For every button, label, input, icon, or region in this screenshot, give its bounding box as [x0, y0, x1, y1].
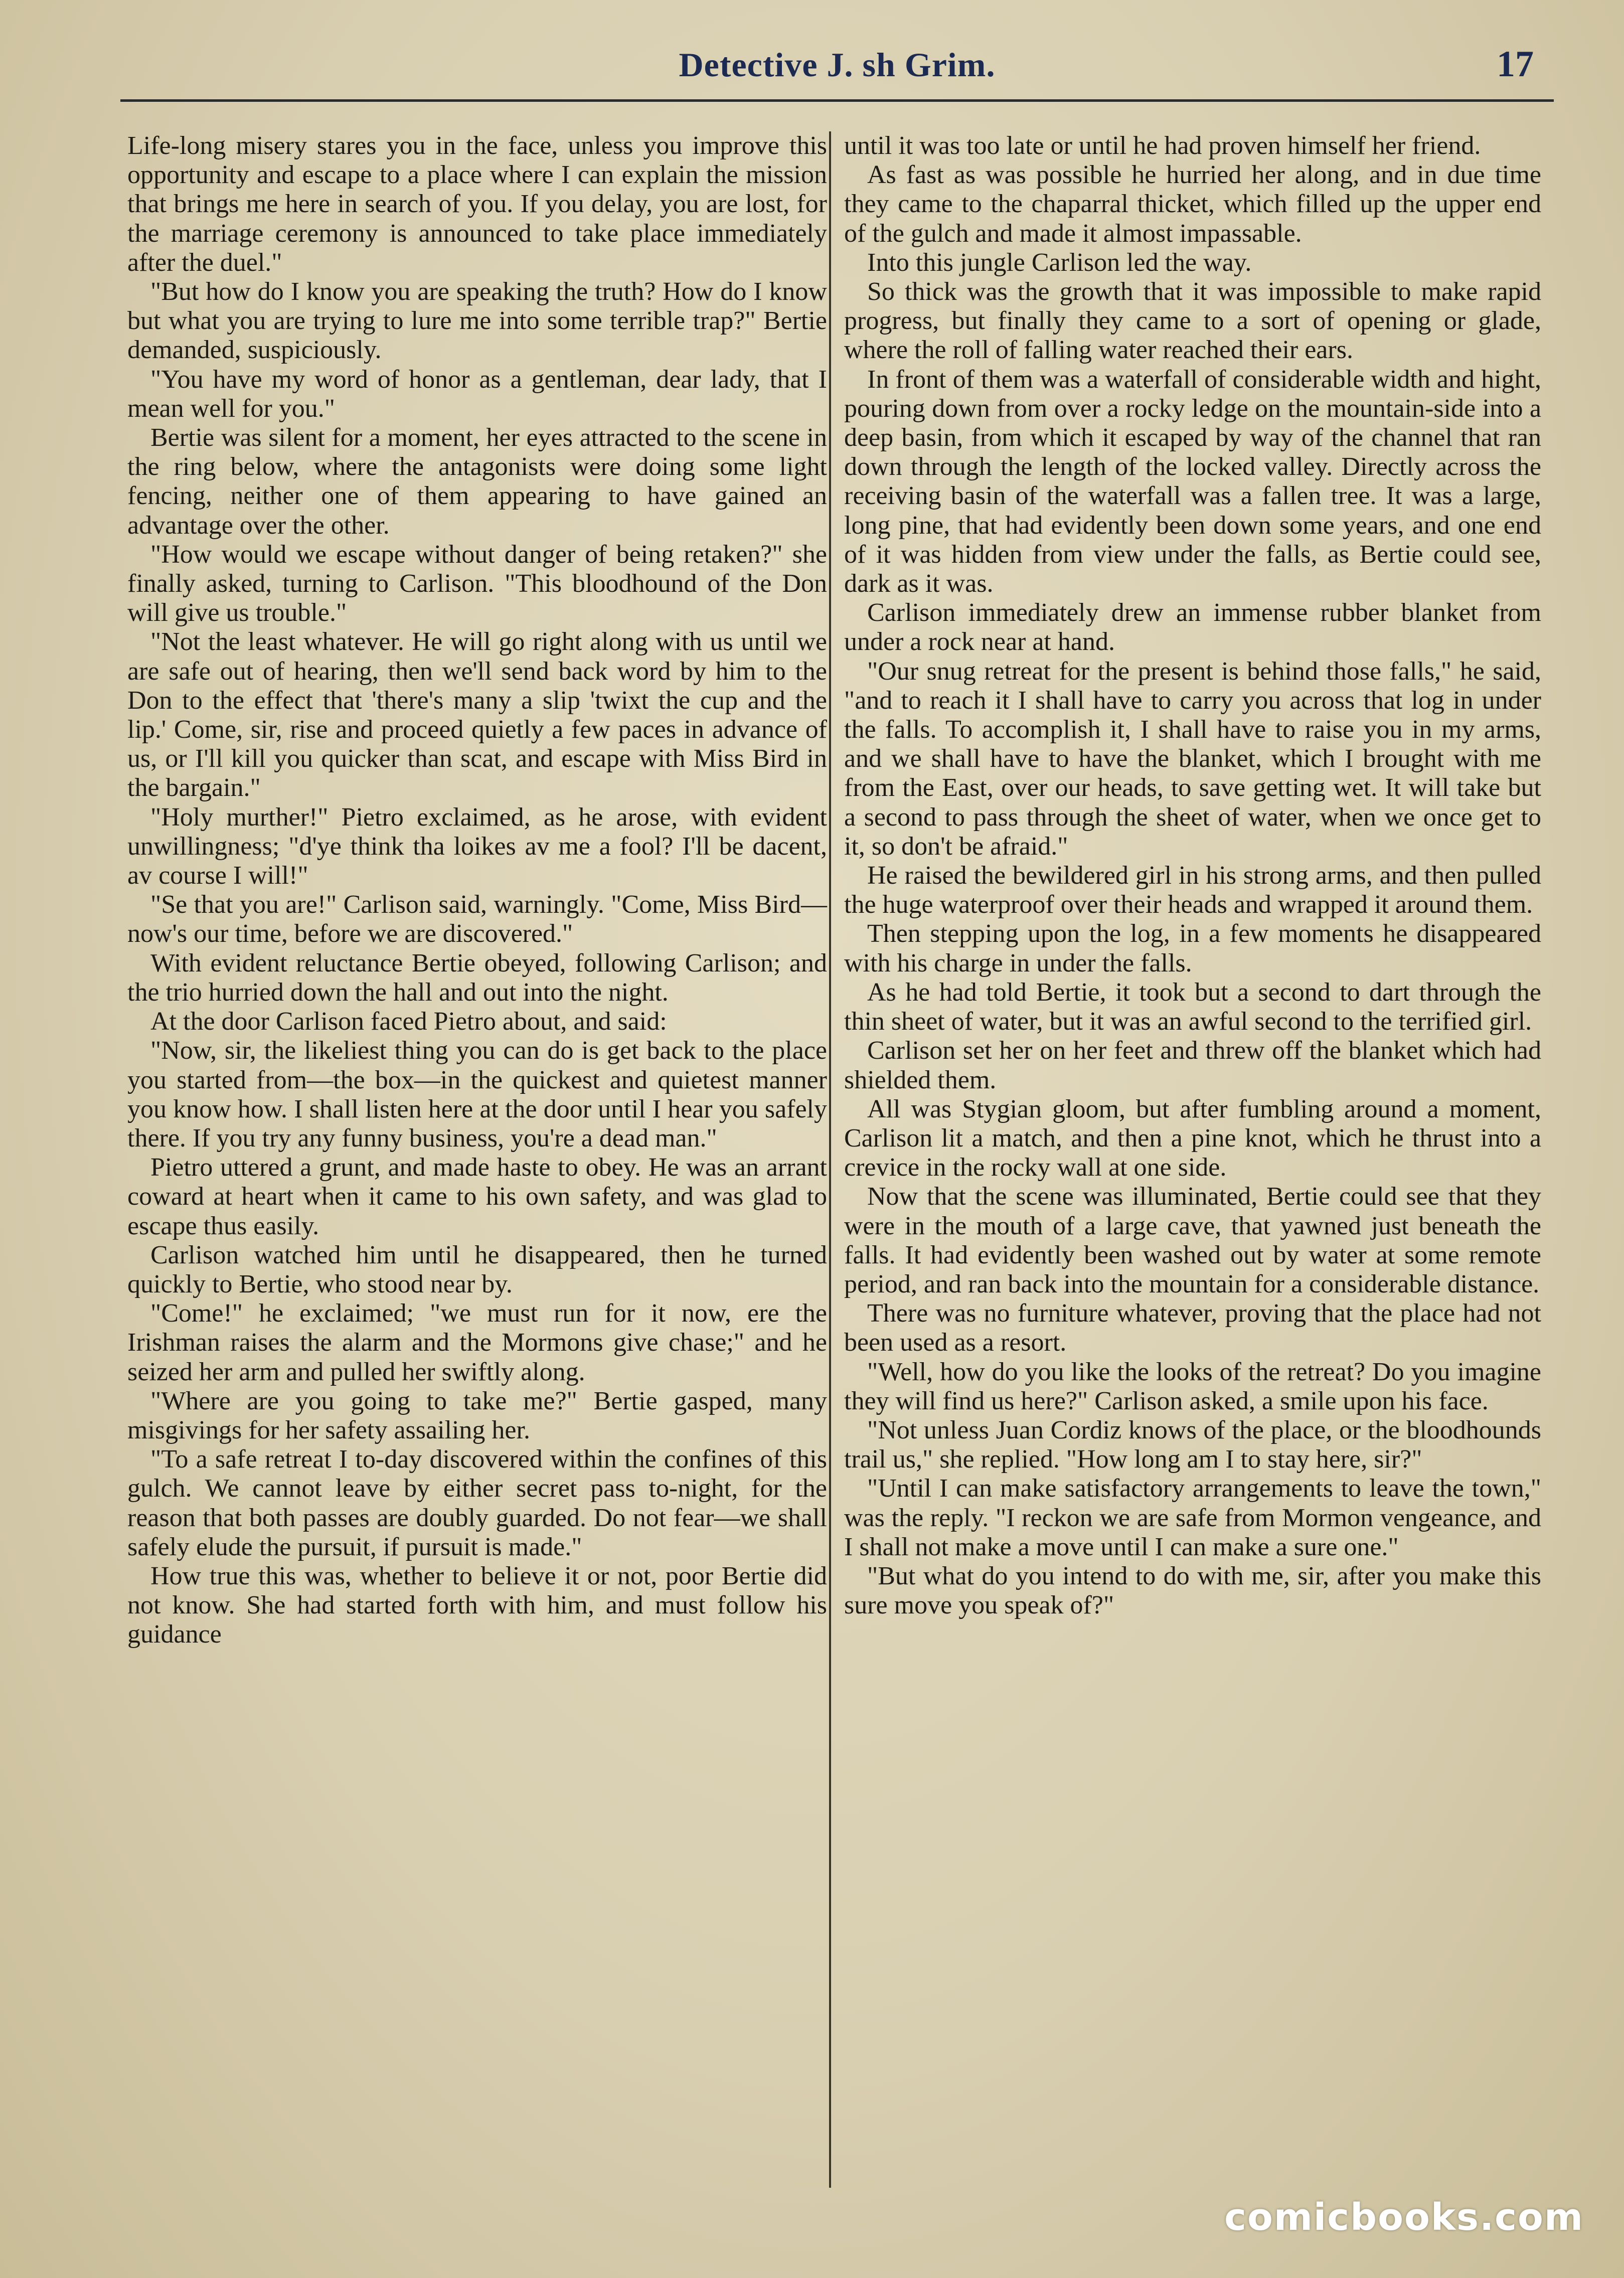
paragraph: Carlison immediately drew an immense rubber blanket from under a rock near at hand.	[844, 598, 1541, 657]
paragraph: "Come!" he exclaimed; "we must run for it now, ere the Irishman raises the alarm and the Mormons give chase;" and he seized her arm and pulled her swiftly along.	[127, 1299, 827, 1386]
paragraph: At the door Carlison faced Pietro about, and said:	[150, 1007, 667, 1036]
page-number: 17	[1497, 44, 1534, 85]
paragraph: There was no furniture whatever, proving that the place had not been used as a resort.	[844, 1299, 1541, 1357]
paragraph: In front of them was a waterfall of considerable width and hight, pouring down from over a rocky ledge on the mountain-side into a deep basin, from which it escaped by way of the channel that ran down through the length of the locked valley. Directly across the receiving basin of the waterfall was a fallen tree. It was a large, long pine, that had evidently been down some years, and one end of it was hidden from view under the falls, as Bertie could see, dark as it was.	[844, 365, 1541, 598]
paragraph: So thick was the growth that it was impossible to make rapid progress, but finally they came to a sort of opening or glade, where the roll of falling water reached their ears.	[844, 277, 1541, 365]
paragraph: Bertie was silent for a moment, her eyes attracted to the scene in the ring below, where the antagonists were doing some light fencing, neither one of them appearing to have gained an advantage over the other.	[127, 423, 827, 540]
paragraph: until it was too late or until he had proven himself her friend.	[844, 131, 1481, 160]
paragraph: "How would we escape without danger of being retaken?" she finally asked, turning to Carlison. "This bloodhound of the Don will give us trouble."	[127, 540, 827, 627]
paragraph: How true this was, whether to believe it or not, poor Bertie did not know. She had started forth with him, and must follow his guidance	[127, 1561, 827, 1649]
paragraph: "Not the least whatever. He will go right along with us until we are safe out of hearing, then we'll send back word by him to the Don to the effect that 'there's many a slip 'twixt the cup and the lip.' Come, sir, rise and proceed quietly a few paces in advance of us, or I'll kill you quicker than scat, and escape with Miss Bird in the bargain."	[127, 627, 827, 802]
paragraph: "Until I can make satisfactory arrangements to leave the town," was the reply. "I reckon we are safe from Mormon vengeance, and I shall not make a move until I can make a sure one."	[844, 1474, 1541, 1561]
paragraph: Now that the scene was illuminated, Bertie could see that they were in the mouth of a large cave, that yawned just beneath the falls. It had evidently been washed out by water at some remote period, and ran back into the mountain for a considerable distance.	[844, 1182, 1541, 1298]
paragraph: "Our snug retreat for the present is behind those falls," he said, "and to reach it I shall have to carry you across that log in under the falls. To accomplish it, I shall have to raise you in my arms, and we shall have to have the blanket, which I brought with me from the East, over our heads, to save getting wet. It will take but a second to pass through the sheet of water, when we once get to it, so don't be afraid."	[844, 657, 1541, 861]
paragraph: With evident reluctance Bertie obeyed, following Carlison; and the trio hurried down the hall and out into the night.	[127, 948, 827, 1007]
paragraph: "Where are you going to take me?" Bertie gasped, many misgivings for her safety assailing her.	[127, 1386, 827, 1444]
running-title: Detective J. sh Grim.	[679, 46, 996, 84]
header-rule	[120, 99, 1554, 102]
paragraph: "Holy murther!" Pietro exclaimed, as he arose, with evident unwillingness; "d'ye think tha loikes av me a fool? I'll be dacent, av course I will!"	[127, 802, 827, 890]
paragraph: He raised the bewildered girl in his strong arms, and then pulled the huge waterproof over their heads and wrapped it around them.	[844, 861, 1541, 919]
paragraph: As fast as was possible he hurried her along, and in due time they came to the chaparral thicket, which filled up the upper end of the gulch and made it almost impassable.	[844, 160, 1541, 248]
paragraph: As he had told Bertie, it took but a second to dart through the thin sheet of water, but it was an awful second to the terrified girl.	[844, 978, 1541, 1036]
site-watermark: comicbooks.com	[1224, 2196, 1584, 2239]
paragraph: "But how do I know you are speaking the truth? How do I know but what you are trying to lure me into some terrible trap?" Bertie demanded, suspiciously.	[127, 277, 827, 365]
paragraph: "Now, sir, the likeliest thing you can do is get back to the place you started from—the box—in the quickest and quietest manner you know how. I shall listen here at the door until I hear you safely there. If you try any funny business, you're a dead man."	[127, 1036, 827, 1153]
paragraph: Carlison set her on her feet and threw off the blanket which had shielded them.	[844, 1036, 1541, 1094]
paragraph: Into this jungle Carlison led the way.	[867, 248, 1252, 277]
paragraph: "But what do you intend to do with me, sir, after you make this sure move you speak of?"	[844, 1561, 1541, 1620]
paragraph: Life-long misery stares you in the face, unless you improve this opportunity and escape to a place where I can explain the mission that brings me here in search of you. If you delay, you are lost, for the marriage ceremony is announced to take place immediately after the duel."	[127, 131, 827, 277]
paragraph: "You have my word of honor as a gentleman, dear lady, that I mean well for you."	[127, 365, 827, 423]
paragraph: Pietro uttered a grunt, and made haste to obey. He was an arrant coward at heart when it came to his own safety, and was glad to escape thus easily.	[127, 1153, 827, 1240]
paragraph: Carlison watched him until he disappeared, then he turned quickly to Bertie, who stood near by.	[127, 1240, 827, 1298]
paragraph: All was Stygian gloom, but after fumbling around a moment, Carlison lit a match, and then a pine knot, which he thrust into a crevice in the rocky wall at one side.	[844, 1094, 1541, 1182]
paragraph: Then stepping upon the log, in a few moments he disappeared with his charge in under the falls.	[844, 919, 1541, 978]
paragraph: "Se that you are!" Carlison said, warningly. "Come, Miss Bird—now's our time, before we are discovered."	[127, 890, 827, 948]
page-header	[120, 35, 1554, 95]
paragraph: "Not unless Juan Cordiz knows of the place, or the bloodhounds trail us," she replied. "How long am I to stay here, sir?"	[844, 1415, 1541, 1474]
paragraph: "To a safe retreat I to-day discovered within the confines of this gulch. We cannot leave by either secret pass to-night, for the reason that both passes are doubly guarded. Do not fear—we shall safely elude the pursuit, if pursuit is made."	[127, 1445, 827, 1561]
paragraph: "Well, how do you like the looks of the retreat? Do you imagine they will find us here?" Carlison asked, a smile upon his face.	[844, 1357, 1541, 1415]
left-column	[127, 131, 827, 1650]
column-divider	[829, 131, 831, 2188]
right-column	[844, 131, 1541, 1620]
